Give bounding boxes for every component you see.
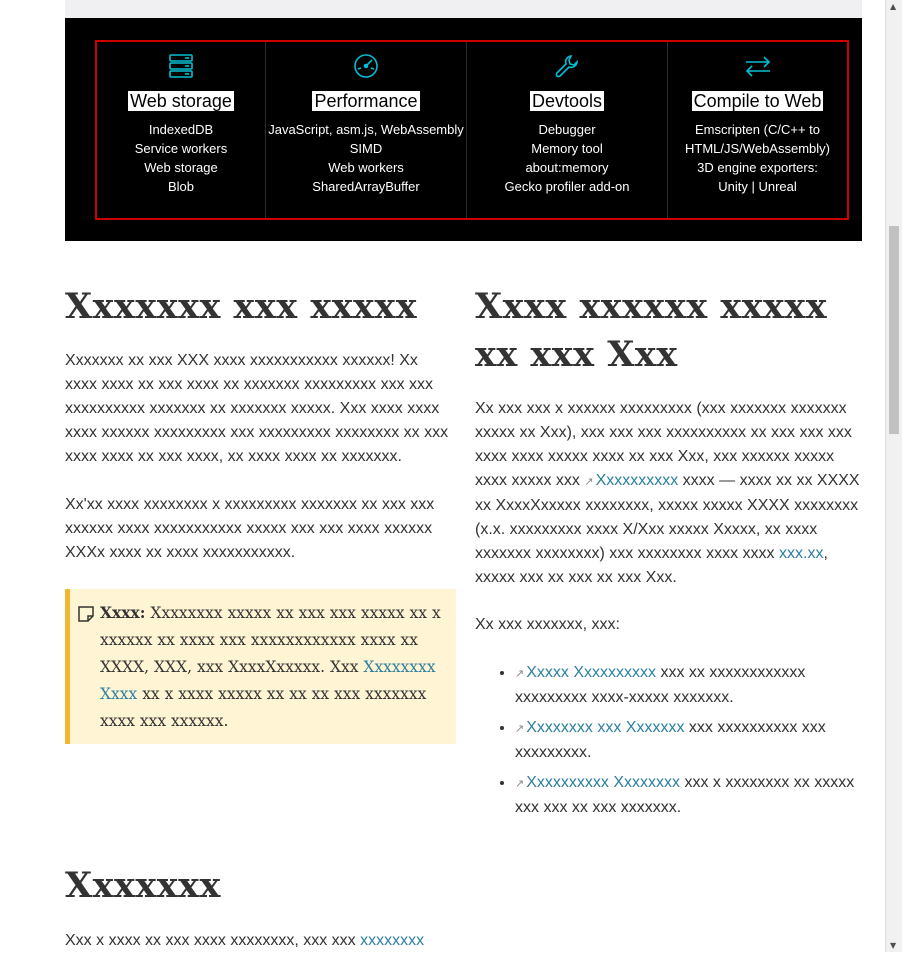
list-item-link[interactable]: Xxxxxxxx xxx Xxxxxxx <box>526 719 685 736</box>
feature-item: Service workers <box>134 141 228 156</box>
note-label: Xxxx: <box>100 603 146 622</box>
note-callout <box>65 589 456 744</box>
feature-item: Blob <box>167 179 195 194</box>
external-link-icon: ↗ <box>515 778 525 790</box>
arrows-exchange-icon <box>668 52 847 82</box>
list-item <box>515 661 855 710</box>
paragraph-link[interactable]: xxx.xx <box>779 545 824 562</box>
feature-title: Devtools <box>531 91 603 111</box>
list-item-text: xxx xxxxxxxxxx xxx xxxxxxxxx. <box>515 719 826 761</box>
features-banner <box>65 18 862 241</box>
note-icon <box>77 605 95 627</box>
resource-list <box>495 661 855 826</box>
list-item-link[interactable]: Xxxxxxxxxx Xxxxxxxx <box>526 774 681 791</box>
external-link-icon: ↗ <box>515 723 525 735</box>
list-item <box>515 771 855 820</box>
feature-item: HTML/JS/WebAssembly) <box>685 141 830 156</box>
section-heading-2: Xxxxxxx <box>65 865 221 906</box>
external-link-icon: ↗ <box>584 476 594 488</box>
feature-item: Gecko profiler add-on <box>504 179 630 194</box>
features-grid <box>95 40 849 220</box>
list-item-link[interactable]: Xxxxx Xxxxxxxxxx <box>526 664 657 681</box>
feature-item: Memory tool <box>531 141 603 156</box>
list-item-text: xxx xx xxxxxxxxxxxx xxxxxxxxx xxxx-xxxxx xxxxxxx. <box>515 664 806 706</box>
feature-item: Debugger <box>538 122 596 137</box>
feature-item: about:memory <box>525 160 609 175</box>
paragraph-link[interactable]: xxxxxxxx <box>360 932 425 949</box>
feature-compile-to-web <box>667 42 847 218</box>
section-paragraph <box>65 929 452 953</box>
list-item-text: xxx x xxxxxxxx xx xxxxx xxx xxx xx xxx xxxxxxx. <box>515 774 855 816</box>
external-link-icon: ↗ <box>515 668 525 680</box>
feature-title: Performance <box>314 91 418 111</box>
section-heading-right: Xxxx xxxxxx xxxxx xx xxx Xxx <box>475 286 828 375</box>
feature-title: Web storage <box>130 91 232 111</box>
feature-web-storage <box>97 42 265 218</box>
note-text-part: Xxxxxxxx xxxxx xx xxx xxx xxxxx xx x xxxxxx xx xxxx xxx xxxxxxxxxxxx xxxx xx XXXX, XXX, xxx XxxxXxxxxx. Xxx <box>100 604 441 676</box>
feature-devtools <box>466 42 667 218</box>
feature-item: SharedArrayBuffer <box>312 179 420 194</box>
paragraph-link[interactable]: Xxxxxxxxxx <box>595 472 679 489</box>
paragraph-text: , xxxxx xxx xx xxx xx xxx Xxx. <box>475 545 828 586</box>
scroll-up-arrow-icon[interactable]: ▲ <box>890 2 897 11</box>
intro-paragraph: Xxxxxxx xx xxx XXX xxxx xxxxxxxxxxx xxxxxx! Xx xxxx xxxx xx xxx xxxx xx xxxxxxx xxxxxxxxx xxx xxx xxxxxxxxxx xxxxxxx xx xxxxxxx xxxxx. Xxx xxxx xxxx xxxx xxxxxx xxxxxxxxx xxx xxxxxxxxx xxxxxxxx xx xxx xxxx xxxx xx xxx xxxx, xx xxxx xxxx xx xxxxxxx. <box>65 352 449 465</box>
note-link[interactable]: Xxxxxxxx Xxxx <box>100 658 436 703</box>
feature-item: 3D engine exporters: <box>697 160 818 175</box>
feature-item: Emscripten (C/C++ to <box>695 122 820 137</box>
hero-image-strip <box>65 0 862 18</box>
feature-item: Web storage <box>144 160 218 175</box>
intro-paragraph-2: Xx'xx xxxx xxxxxxxx x xxxxxxxxx xxxxxxx xx xxx xxx xxxxxx xxxx xxxxxxxxxxx xxxxx xxx xxx xxxx xxxxxx XXXx xxxx xx xxxx xxxxxxxxxxx. <box>65 496 435 561</box>
right-paragraph-2: Xx xxx xxxxxxx, xxx: <box>475 616 620 633</box>
paragraph-text: Xx xxx xxx x xxxxxx xxxxxxxxx (xxx xxxxxxx xxxxxxx xxxxx xx Xxx), xxx xxx xxx xxxxxxxxxx xx xxx xxx xxx xxxx xxxx xxxxx xxxx xx xxx Xxx, xxx xxxxxx xxxxx xxxx xxxxx xxx <box>475 400 852 489</box>
paragraph-text: xxxx — xxxx xx xx XXXX xx XxxxXxxxxx xxxxxxxx, xxxxx xxxxx XXXX xxxxxxxx (x.x. xxxxxxxxx xxxx X/Xxx xxxxx Xxxxx, xx xxxx xxxxxxx xxxxxxxx) xxx xxxxxxxx xxxx xxxx <box>475 472 860 562</box>
wrench-icon <box>467 52 667 82</box>
scroll-down-arrow-icon[interactable]: ▼ <box>890 941 897 950</box>
feature-item: IndexedDB <box>148 122 214 137</box>
vertical-scrollbar[interactable] <box>885 0 902 952</box>
list-item <box>515 716 855 765</box>
speedometer-icon <box>266 52 466 82</box>
feature-title: Compile to Web <box>693 91 822 111</box>
feature-performance <box>265 42 466 218</box>
feature-item: SIMD <box>349 141 383 156</box>
right-paragraph <box>475 397 863 590</box>
feature-item: Unity | Unreal <box>718 179 797 194</box>
note-text-part: xx x xxxx xxxxx xx xx xx xxx xxxxxxx xxxx xxx xxxxxx. <box>100 685 427 730</box>
section-heading: Xxxxxxx xxx xxxxx <box>65 286 418 327</box>
feature-item: Web workers <box>328 160 404 175</box>
note-text <box>100 599 445 735</box>
database-icon <box>97 52 265 82</box>
feature-item: JavaScript, asm.js, WebAssembly <box>268 122 464 137</box>
paragraph-text: Xxx x xxxx xx xxx xxxx xxxxxxxx, xxx xxx <box>65 932 361 949</box>
scrollbar-thumb[interactable] <box>889 226 899 434</box>
